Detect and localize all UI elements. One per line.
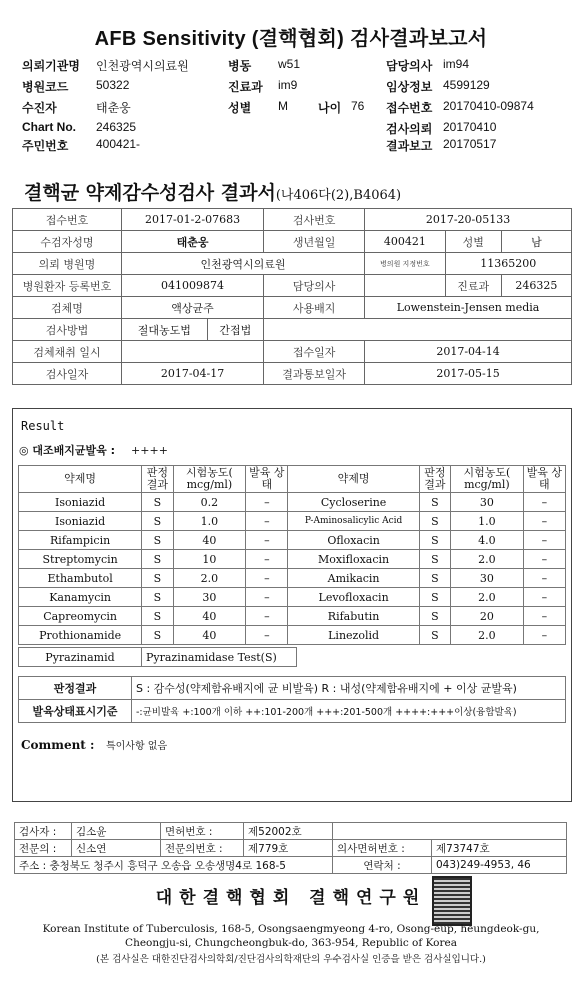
header-value: 4599129	[443, 78, 490, 92]
info-label: 검체명	[13, 297, 122, 319]
drug-conc: 40	[173, 531, 246, 550]
drug-growth: –	[523, 626, 565, 645]
header-label: 나이	[318, 101, 342, 115]
header-label: 임상정보	[386, 80, 433, 94]
drug-judge: S	[142, 512, 173, 531]
col-drug: 약제명	[19, 466, 142, 493]
drug-judge: S	[419, 493, 450, 512]
header-label: Chart No.	[22, 120, 76, 134]
header-value: 50322	[96, 78, 130, 92]
drug-drug: P-Aminosalicylic Acid	[288, 512, 419, 531]
drug-growth: –	[246, 607, 288, 626]
header-value: im94	[443, 57, 470, 71]
drug-conc: 40	[173, 626, 246, 645]
staff-label: 전문의 :	[15, 840, 72, 857]
drug-judge: S	[419, 626, 450, 645]
drug-drug: Isoniazid	[19, 493, 142, 512]
drug-drug: Prothionamide	[19, 626, 142, 645]
header-label: 진료과	[228, 80, 263, 94]
header-label: 담당의사	[386, 59, 433, 73]
drug-judge: S	[142, 626, 173, 645]
address-value: 충청북도 청주시 흥덕구 오송읍 오송생명4로 168-5	[49, 859, 286, 872]
drug-table	[18, 465, 566, 645]
drug-conc: 10	[173, 550, 246, 569]
drug-drug: Moxifloxacin	[288, 550, 419, 569]
staff-label: 의사면허번호 :	[333, 840, 432, 857]
header-label: 결과보고	[386, 139, 433, 153]
info-label: 담당의사	[264, 275, 365, 297]
info-value: 11365200	[445, 253, 571, 275]
info-label: 병의원 지정번호	[365, 253, 446, 275]
info-label: 생년월일	[264, 231, 365, 253]
growth-standard-text: -:균비발육 +:100개 이하 ++:101-200개 +++:201-500개 ++++:+++이상(융합발육)	[132, 700, 566, 723]
staff-label: 면허번호 :	[161, 823, 244, 840]
address	[15, 857, 333, 874]
info-label: 접수번호	[13, 209, 122, 231]
patient-info-table	[12, 208, 572, 385]
col-judge: 판정 결과	[419, 466, 450, 493]
drug-drug: Rifabutin	[288, 607, 419, 626]
drug-conc: 2.0	[451, 626, 524, 645]
drug-drug: Kanamycin	[19, 588, 142, 607]
header-label: 병동	[228, 59, 252, 73]
judgement-label: 판정결과	[19, 677, 132, 700]
table-row	[19, 588, 566, 607]
table-row	[19, 607, 566, 626]
drug-drug: Ofloxacin	[288, 531, 419, 550]
staff-label: 연락처 :	[333, 857, 432, 874]
drug-conc: 1.0	[451, 512, 524, 531]
drug-growth: –	[523, 569, 565, 588]
table-row	[19, 626, 566, 645]
drug-growth: –	[523, 512, 565, 531]
control-growth-value: ++++	[131, 444, 168, 457]
comment-text: 특이사항 없음	[105, 741, 168, 752]
institute-name: 대한결핵협회 결핵연구원	[155, 888, 427, 908]
info-value	[365, 275, 446, 297]
growth-standard-label: 발육상태표시기준	[19, 700, 132, 723]
judgement-text: S : 감수성(약제함유배지에 균 비발육) R : 내성(약제함유배지에 + 이상 균발육)	[132, 677, 566, 700]
drug-conc: 2.0	[451, 550, 524, 569]
info-value: 액상균주	[122, 297, 264, 319]
report-title	[24, 178, 401, 205]
drug-table-body	[19, 493, 566, 645]
info-value	[122, 341, 264, 363]
header-label: 병원코드	[22, 80, 69, 94]
drug-conc: 2.0	[451, 588, 524, 607]
examiner-name: 김소윤	[72, 823, 161, 840]
info-label: 사용배지	[264, 297, 365, 319]
drug-conc: 30	[451, 569, 524, 588]
col-growth: 발육 상태	[246, 466, 288, 493]
drug-growth: –	[523, 550, 565, 569]
drug-drug: Isoniazid	[19, 512, 142, 531]
drug-judge: S	[419, 569, 450, 588]
specialist-number: 제779호	[244, 840, 333, 857]
info-value: 2017-04-14	[365, 341, 572, 363]
official-seal	[432, 876, 472, 926]
license-number: 제52002호	[244, 823, 333, 840]
drug-drug: Amikacin	[288, 569, 419, 588]
page-title: AFB Sensitivity (결핵협회) 검사결과보고서	[94, 28, 488, 50]
drug-judge: S	[142, 588, 173, 607]
result-box	[12, 408, 572, 802]
drug-growth: –	[523, 531, 565, 550]
info-label: 진료과	[445, 275, 501, 297]
info-value: 246325	[501, 275, 571, 297]
drug-conc: 2.0	[173, 569, 246, 588]
legend-table	[18, 676, 566, 723]
drug-conc: 30	[451, 493, 524, 512]
drug-growth: –	[523, 588, 565, 607]
drug-judge: S	[419, 550, 450, 569]
drug-judge: S	[142, 550, 173, 569]
info-value: 2017-04-17	[122, 363, 264, 385]
header-value: 20170517	[443, 137, 497, 151]
control-growth	[19, 442, 168, 458]
info-label: 결과통보일자	[264, 363, 365, 385]
info-label: 수검자성명	[13, 231, 122, 253]
info-value: 남	[501, 231, 571, 253]
header-value: 20170410-09874	[443, 99, 534, 113]
info-value: 간접법	[207, 319, 263, 341]
staff-table	[14, 822, 567, 874]
pyrazinamid-test: Pyrazinamidase Test(S)	[142, 648, 297, 667]
header-label: 성별	[228, 101, 252, 115]
staff-empty	[333, 823, 567, 840]
drug-drug: Streptomycin	[19, 550, 142, 569]
info-value: Lowenstein-Jensen media	[365, 297, 572, 319]
pyrazinamid-drug: Pyrazinamid	[19, 648, 142, 667]
info-label: 검체채취 일시	[13, 341, 122, 363]
drug-drug: Linezolid	[288, 626, 419, 645]
info-value: 2017-01-2-07683	[122, 209, 264, 231]
drug-growth: –	[246, 512, 288, 531]
info-value: 인천광역시의료원	[122, 253, 365, 275]
header-label: 주민번호	[22, 139, 69, 153]
header-value: 20170410	[443, 120, 497, 134]
comment	[21, 737, 167, 752]
header-label: 의뢰기관명	[22, 59, 80, 73]
col-growth: 발육 상태	[523, 466, 565, 493]
info-label: 병원환자 등록번호	[13, 275, 122, 297]
drug-conc: 4.0	[451, 531, 524, 550]
specialist-name: 신소연	[72, 840, 161, 857]
drug-growth: –	[246, 626, 288, 645]
header-value: 400421-	[96, 137, 141, 151]
drug-judge: S	[142, 493, 173, 512]
doctor-license: 제73747호	[432, 840, 567, 857]
drug-judge: S	[142, 569, 173, 588]
header-label: 수진자	[22, 101, 57, 115]
report-form-code: (나406다(2),B4064)	[275, 188, 402, 203]
drug-drug: Ethambutol	[19, 569, 142, 588]
drug-judge: S	[142, 531, 173, 550]
info-label: 검사번호	[264, 209, 365, 231]
info-value: 2017-20-05133	[365, 209, 572, 231]
drug-growth: –	[246, 493, 288, 512]
staff-label: 전문의번호 :	[161, 840, 244, 857]
comment-label: Comment :	[21, 738, 95, 752]
col-conc: 시험농도( mcg/ml)	[451, 466, 524, 493]
address-label: 주소 :	[19, 859, 47, 872]
info-label: 성별	[445, 231, 501, 253]
col-conc: 시험농도( mcg/ml)	[173, 466, 246, 493]
report-title-text: 결핵균 약제감수성검사 결과서	[24, 182, 276, 204]
col-drug: 약제명	[288, 466, 419, 493]
footer-address-en: Korean Institute of Tuberculosis, 168-5, Osongsaengmyeong 4-ro, Osong-eup, heungdeok-gu,	[42, 923, 540, 935]
drug-judge: S	[419, 512, 450, 531]
header-value: 76	[351, 99, 365, 113]
drug-conc: 30	[173, 588, 246, 607]
table-row	[19, 569, 566, 588]
header-value: im9	[278, 78, 298, 92]
info-label: 의뢰 병원명	[13, 253, 122, 275]
header-label: 검사의뢰	[386, 122, 433, 136]
drug-conc: 20	[451, 607, 524, 626]
info-empty	[264, 319, 572, 341]
drug-growth: –	[246, 569, 288, 588]
drug-judge: S	[419, 607, 450, 626]
table-row	[19, 531, 566, 550]
control-growth-label: ◎ 대조배지균발육 :	[19, 444, 116, 457]
header-value: 246325	[96, 120, 137, 134]
info-value: 041009874	[122, 275, 264, 297]
header-value: M	[278, 99, 288, 113]
drug-judge: S	[419, 531, 450, 550]
drug-drug: Cycloserine	[288, 493, 419, 512]
header-label: 접수번호	[386, 101, 433, 115]
pyrazinamid-row	[18, 647, 297, 667]
info-value: 태춘웅	[122, 231, 264, 253]
drug-drug: Capreomycin	[19, 607, 142, 626]
drug-growth: –	[246, 531, 288, 550]
footer-note: (본 검사실은 대한진단검사의학회/진단검사의학재단의 우수검사실 인증을 받은 검사실입니다.)	[96, 954, 486, 965]
table-row	[19, 512, 566, 531]
info-label: 검사방법	[13, 319, 122, 341]
table-row	[19, 493, 566, 512]
drug-growth: –	[246, 550, 288, 569]
drug-drug: Levofloxacin	[288, 588, 419, 607]
col-judge: 판정 결과	[142, 466, 173, 493]
header-value: 인천광역시의료원	[96, 59, 189, 73]
info-value: 2017-05-15	[365, 363, 572, 385]
drug-judge: S	[142, 607, 173, 626]
footer-address-en: Cheongju-si, Chungcheongbuk-do, 363-954, Republic of Korea	[125, 937, 457, 949]
table-row	[19, 550, 566, 569]
drug-growth: –	[246, 588, 288, 607]
drug-growth: –	[523, 493, 565, 512]
staff-label: 검사자 :	[15, 823, 72, 840]
header-value: w51	[278, 57, 301, 71]
drug-judge: S	[419, 588, 450, 607]
drug-conc: 40	[173, 607, 246, 626]
info-label: 접수일자	[264, 341, 365, 363]
info-value: 절대농도법	[122, 319, 208, 341]
header-value: 태춘웅	[96, 101, 131, 115]
drug-conc: 1.0	[173, 512, 246, 531]
phone: 043)249-4953, 46	[432, 857, 567, 874]
drug-conc: 0.2	[173, 493, 246, 512]
info-label: 검사일자	[13, 363, 122, 385]
info-value: 400421	[365, 231, 446, 253]
drug-drug: Rifampicin	[19, 531, 142, 550]
result-label: Result	[21, 419, 65, 433]
drug-growth: –	[523, 607, 565, 626]
